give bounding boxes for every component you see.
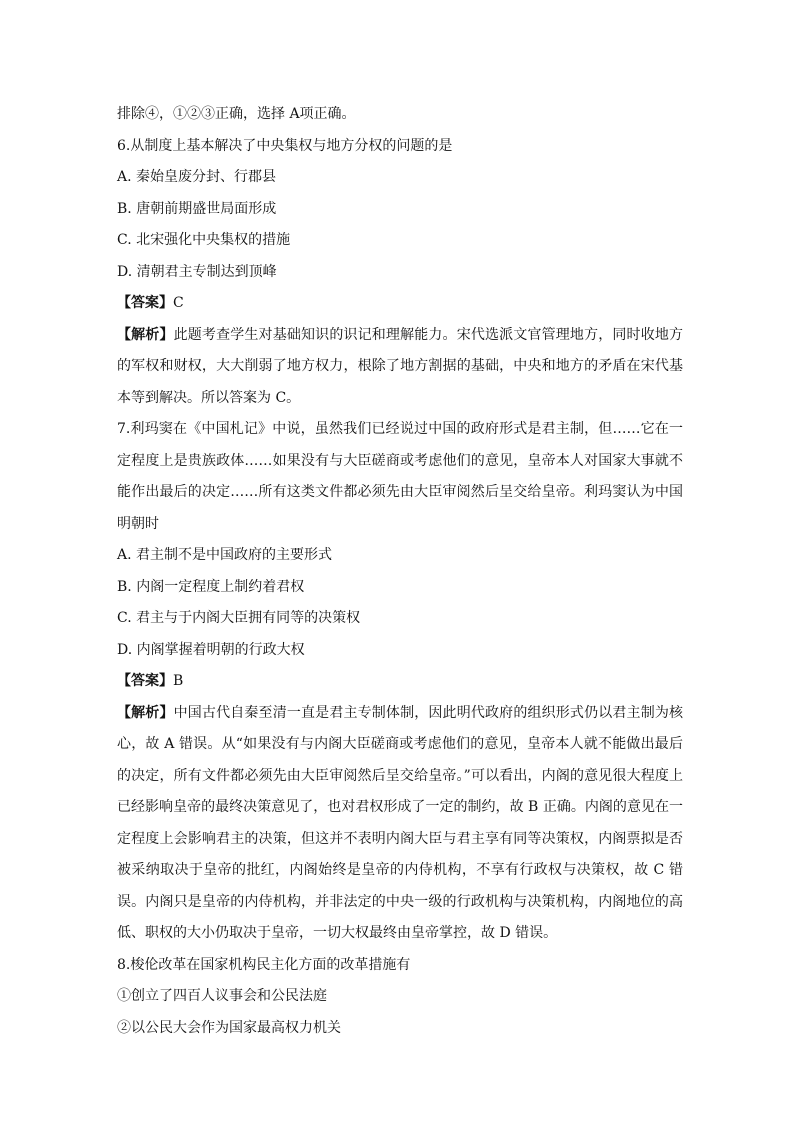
document-page [117, 99, 683, 1044]
question-8-item-2: ②以公民大会作为国家最高权力机关 [117, 1019, 341, 1036]
question-7-option-a: A. 君主制不是中国政府的主要形式 [117, 547, 333, 563]
question-6-stem: 6.从制度上基本解决了中央集权与地方分权的问题的是 [117, 137, 453, 154]
answer-value: C [173, 295, 184, 311]
explanation-text: 中国古代自秦至清一直是君主专制体制，因此明代政府的组织形式仍以君主制为核心，故 A 错误。从“如果没有与内阁大臣磋商或考虑他们的意见，皇帝本人就不能做出最后的决定，所有文件都必须先由大臣审阅然后呈交给皇帝。”可以看出，内阁的意见很大程度上已经影响皇帝的最终决策意见了，也对君权形成了一定的制约，故 B 正确。内阁的意见在一定程度上会影响君主的决策，但这并不表明内阁大臣与君主享有同等决策权，内阁票拟是否被采纳取决于皇帝的批红，内阁始终是皇帝的内侍机构，不享有行政权与决策权，故 C 错误。内阁只是皇帝的内侍机构，并非法定的中央一级的行政机构与决策机构，内阁地位的高低、职权的大小仍取决于皇帝，一切大权最终由皇帝掌控，故 D 错误。 [117, 704, 684, 941]
previous-answer-tail: 排除④，①②③正确，选择 A项正确。 [117, 106, 356, 122]
question-6-option-d: D. 清朝君主专制达到顶峰 [117, 263, 277, 280]
question-7-stem: 7.利玛窦在《中国札记》中说，虽然我们已经说过中国的政府形式是君主制，但……它在一定程度上是贵族政体……如果没有与大臣磋商或考虑他们的意见，皇帝本人对国家大事就不能作出最后的决定……所有这类文件都必须先由大臣审阅然后呈交给皇帝。利玛窦认为中国明朝时 [117, 421, 683, 532]
question-6-option-c: C. 北宋强化中央集权的措施 [117, 232, 291, 248]
explanation-tag: 【解析】 [117, 326, 174, 343]
question-7-explanation [117, 698, 683, 950]
question-6-explanation [117, 320, 683, 415]
question-6-answer [117, 288, 683, 320]
answer-value: B [173, 673, 184, 689]
question-7-answer [117, 666, 683, 698]
question-8-stem: 8.梭伦改革在国家机构民主化方面的改革措施有 [117, 956, 411, 973]
question-6-option-a: A. 秦始皇废分封、行郡县 [117, 169, 277, 185]
question-6-option-b: B. 唐朝前期盛世局面形成 [117, 200, 277, 217]
question-7-option-c: C. 君主与于内阁大臣拥有同等的决策权 [117, 610, 361, 626]
question-8-item-1: ①创立了四百人议事会和公民法庭 [117, 988, 327, 1004]
question-7-option-b: B. 内阁一定程度上制约着君权 [117, 578, 305, 595]
explanation-text: 此题考查学生对基础知识的识记和理解能力。宋代选派文官管理地方，同时收地方的军权和财权，大大削弱了地方权力，根除了地方割据的基础，中央和地方的矛盾在宋代基本等到解决。所以答案为 C。 [117, 326, 684, 406]
answer-tag: 【答案】 [117, 295, 173, 311]
question-7-option-d: D. 内阁掌握着明朝的行政大权 [117, 641, 305, 658]
explanation-tag: 【解析】 [117, 704, 174, 721]
answer-tag: 【答案】 [117, 673, 173, 689]
